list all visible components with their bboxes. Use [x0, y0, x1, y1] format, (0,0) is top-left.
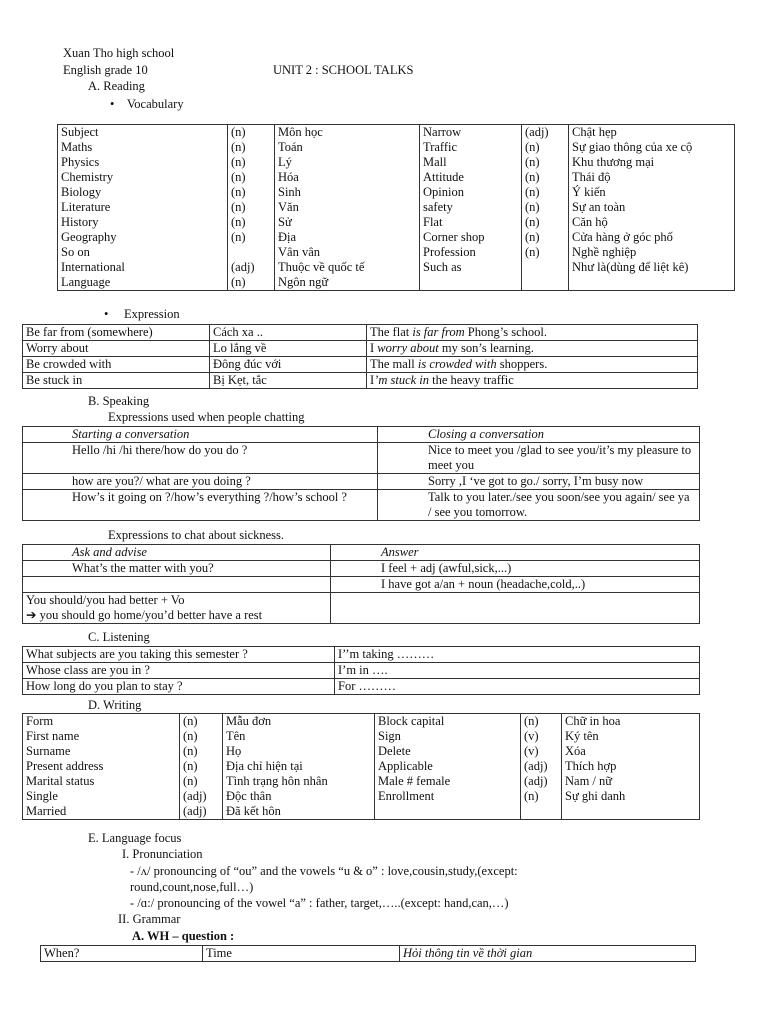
- sickness-intro: Expressions to chat about sickness.: [108, 528, 285, 542]
- writing-cell: Surname: [26, 744, 71, 758]
- vocab-cell: Maths: [61, 140, 93, 154]
- school-name: Xuan Tho high school: [63, 46, 175, 60]
- writing-cell: (adj): [524, 759, 548, 773]
- vocab-cell: History: [61, 215, 99, 229]
- example-post: shoppers.: [496, 357, 548, 371]
- speaking-intro: Expressions used when people chatting: [108, 410, 305, 424]
- conversation-row: [23, 490, 700, 521]
- expression-meaning: Bị Kẹt, tắc: [210, 373, 367, 389]
- writing-col-meaning-2: [562, 714, 700, 820]
- vocab-label: Vocabulary: [126, 97, 184, 111]
- ask-cell: What’s the matter with you?: [23, 561, 331, 577]
- bullet-icon: •: [104, 307, 109, 321]
- expression-phrase: Be far from (somewhere): [23, 325, 210, 341]
- section-reading: A. Reading: [88, 79, 145, 93]
- section-language: E. Language focus: [88, 831, 182, 845]
- vocab-cell: Sử: [278, 215, 292, 229]
- vocab-cell: (n): [525, 170, 540, 184]
- vocab-cell: Địa: [278, 230, 297, 244]
- expression-heading: [104, 307, 180, 322]
- vocab-cell: (n): [231, 170, 246, 184]
- vocab-col-word-2: [420, 125, 522, 291]
- listening-row: [23, 647, 700, 663]
- vocab-cell: (n): [231, 140, 246, 154]
- vocab-cell: Such as: [423, 260, 462, 274]
- writing-col-meaning: [223, 714, 375, 820]
- arrow-icon: ➔: [26, 608, 37, 622]
- listening-row: [23, 679, 700, 695]
- writing-cell: Married: [26, 804, 67, 818]
- bullet-icon: •: [110, 97, 115, 111]
- pronunciation-line-1: - /ʌ/ pronouncing of “ou” and the vowels “u & o” : love,cousin,study,(except:: [130, 864, 518, 878]
- answer-cell-1: I feel + adj (awful,sick,...): [331, 561, 700, 577]
- section-writing: D. Writing: [88, 698, 142, 712]
- vocab-cell: Sự an toàn: [572, 200, 626, 214]
- advise-line-1: You should/you had better + Vo: [26, 593, 185, 607]
- expression-row: [23, 325, 698, 341]
- conversation-row: [23, 443, 700, 474]
- vocab-cell: Thuộc về quốc tế: [278, 260, 365, 274]
- vocab-cell: (n): [525, 245, 540, 259]
- writing-cell: (n): [183, 774, 198, 788]
- expression-example: [367, 357, 698, 373]
- expression-row: [23, 341, 698, 357]
- example-italic: ’m stuck in: [374, 373, 430, 387]
- listening-question: What subjects are you taking this semester ?: [23, 647, 335, 663]
- writing-cell: (adj): [183, 789, 207, 803]
- listening-row: [23, 663, 700, 679]
- pronunciation-heading: I. Pronunciation: [122, 847, 203, 861]
- vocab-cell: Flat: [423, 215, 443, 229]
- writing-cell: (n): [183, 729, 198, 743]
- writing-cell: Tình trạng hôn nhân: [226, 774, 328, 788]
- section-speaking: B. Speaking: [88, 394, 150, 408]
- vocab-cell: (n): [525, 140, 540, 154]
- writing-cell: Nam / nữ: [565, 774, 613, 788]
- vocab-cell: [525, 275, 565, 290]
- vocab-cell: Như là(dùng để liệt kê): [572, 260, 689, 274]
- vocab-cell: Traffic: [423, 140, 458, 154]
- vocab-cell: Language: [61, 275, 111, 289]
- vocab-cell: (n): [525, 185, 540, 199]
- writing-cell: Male # female: [378, 774, 451, 788]
- expression-example: [367, 325, 698, 341]
- wh-meaning-vi: Hỏi thông tin về thời gian: [400, 946, 696, 962]
- grade-label: English grade 10: [63, 63, 148, 77]
- expression-example: [367, 373, 698, 389]
- vocab-cell: Subject: [61, 125, 99, 139]
- writing-cell: [524, 804, 558, 819]
- expression-meaning: Lo lắng về: [210, 341, 367, 357]
- writing-cell: First name: [26, 729, 80, 743]
- header-starting: Starting a conversation: [23, 427, 378, 443]
- expression-row: [23, 357, 698, 373]
- writing-cell: (v): [524, 729, 539, 743]
- vocab-cell: Sự giao thông của xe cộ: [572, 140, 693, 154]
- vocab-col-meaning-2: [569, 125, 735, 291]
- starting-phrase: How’s it going on ?/how’s everything ?/how’s school ?: [23, 490, 378, 521]
- vocab-cell: Văn: [278, 200, 299, 214]
- vocab-cell: Profession: [423, 245, 476, 259]
- writing-cell: Họ: [226, 744, 242, 758]
- vocab-cell: Thái độ: [572, 170, 611, 184]
- vocab-cell: (n): [231, 185, 246, 199]
- wh-table: [40, 945, 696, 962]
- vocab-cell: [423, 275, 518, 290]
- writing-cell: Mẫu đơn: [226, 714, 272, 728]
- vocab-cell: [572, 275, 731, 290]
- expression-meaning: Cách xa ..: [210, 325, 367, 341]
- vocab-cell: (n): [231, 230, 246, 244]
- vocab-cell: Chật hẹp: [572, 125, 617, 139]
- writing-cell: Single: [26, 789, 58, 803]
- listening-question: How long do you plan to stay ?: [23, 679, 335, 695]
- writing-col-word: [23, 714, 180, 820]
- example-pre: I: [370, 373, 375, 387]
- vocab-cell: Khu thương mại: [572, 155, 655, 169]
- writing-cell: Sign: [378, 729, 401, 743]
- vocab-cell: Nghề nghiệp: [572, 245, 637, 259]
- closing-phrase: Nice to meet you /glad to see you/it’s my pleasure to meet you: [378, 443, 700, 474]
- advise-cell: [23, 593, 331, 624]
- header-ask: Ask and advise: [23, 545, 331, 561]
- example-post: Phong’s school.: [464, 325, 547, 339]
- vocab-cell: International: [61, 260, 125, 274]
- writing-cell: (v): [524, 744, 539, 758]
- writing-cell: (n): [524, 789, 539, 803]
- vocab-cell: [525, 260, 565, 275]
- example-pre: The flat: [370, 325, 413, 339]
- empty-cell: [331, 593, 700, 624]
- vocab-heading: [110, 97, 184, 112]
- vocab-cell: Vân vân: [278, 245, 320, 259]
- vocab-cell: Toán: [278, 140, 303, 154]
- listening-question: Whose class are you in ?: [23, 663, 335, 679]
- example-post: the heavy traffic: [429, 373, 514, 387]
- example-pre: I: [370, 341, 378, 355]
- vocab-cell: (n): [525, 155, 540, 169]
- unit-title: UNIT 2 : SCHOOL TALKS: [273, 63, 414, 77]
- vocab-cell: Lý: [278, 155, 292, 169]
- conversation-row: [23, 474, 700, 490]
- vocab-col-meaning: [275, 125, 420, 291]
- vocab-cell: Corner shop: [423, 230, 485, 244]
- vocab-col-type: [228, 125, 275, 291]
- vocab-cell: Biology: [61, 185, 102, 199]
- vocab-cell: Ý kiến: [572, 185, 606, 199]
- vocab-cell: (n): [231, 125, 246, 139]
- expression-label: Expression: [124, 307, 180, 321]
- vocab-cell: Geography: [61, 230, 117, 244]
- wh-word: When?: [41, 946, 203, 962]
- writing-cell: Thích hợp: [565, 759, 617, 773]
- header-closing: Closing a conversation: [378, 427, 700, 443]
- section-listening: C. Listening: [88, 630, 150, 644]
- listening-answer: I’m in ….: [335, 663, 700, 679]
- pronunciation-line-2: round,count,nose,full…): [130, 880, 254, 894]
- wh-question-heading: A. WH – question :: [132, 929, 235, 943]
- expression-example: [367, 341, 698, 357]
- vocab-cell: Căn hộ: [572, 215, 608, 229]
- vocab-cell: Chemistry: [61, 170, 114, 184]
- writing-cell: (adj): [524, 774, 548, 788]
- writing-cell: Xóa: [565, 744, 586, 758]
- writing-cell: Block capital: [378, 714, 445, 728]
- example-post: my son’s learning.: [438, 341, 534, 355]
- writing-cell: Form: [26, 714, 54, 728]
- expression-meaning: Đông đúc với: [210, 357, 367, 373]
- writing-cell: Sự ghi danh: [565, 789, 626, 803]
- writing-col-type: [180, 714, 223, 820]
- writing-col-word-2: [375, 714, 521, 820]
- vocab-col-type-2: [522, 125, 569, 291]
- writing-cell: (n): [524, 714, 539, 728]
- writing-cell: Chữ in hoa: [565, 714, 621, 728]
- vocab-cell: [231, 245, 271, 260]
- writing-cell: Enrollment: [378, 789, 435, 803]
- vocab-cell: Opinion: [423, 185, 464, 199]
- writing-cell: [565, 804, 696, 819]
- listening-answer: For ………: [335, 679, 700, 695]
- example-italic: is crowded with: [417, 357, 497, 371]
- writing-cell: (n): [183, 759, 198, 773]
- writing-cell: [378, 804, 517, 819]
- example-italic: worry about: [377, 341, 439, 355]
- vocab-cell: (n): [231, 215, 246, 229]
- vocab-cell: (adj): [231, 260, 255, 274]
- pronunciation-line-3: - /ɑ:/ pronouncing of the vowel “a” : father, target,…..(except: hand,can,…): [130, 896, 509, 910]
- vocab-cell: (n): [525, 215, 540, 229]
- writing-cell: (n): [183, 714, 198, 728]
- advise-line-2: [26, 608, 327, 623]
- vocab-cell: (adj): [525, 125, 549, 139]
- closing-phrase: Sorry ,I ‘ve got to go./ sorry, I’m busy now: [378, 474, 700, 490]
- vocab-cell: Môn học: [278, 125, 323, 139]
- vocab-cell: (n): [525, 200, 540, 214]
- writing-table: [22, 713, 700, 820]
- grammar-heading: II. Grammar: [118, 912, 181, 926]
- writing-cell: Đã kết hôn: [226, 804, 281, 818]
- writing-cell: Marital status: [26, 774, 95, 788]
- vocab-cell: Physics: [61, 155, 100, 169]
- vocab-cell: (n): [231, 200, 246, 214]
- expression-row: [23, 373, 698, 389]
- listening-answer: I’’m taking ………: [335, 647, 700, 663]
- listening-table: [22, 646, 700, 695]
- writing-cell: Ký tên: [565, 729, 599, 743]
- expression-table: [22, 324, 698, 389]
- writing-cell: Tên: [226, 729, 246, 743]
- wh-meaning-en: Time: [203, 946, 400, 962]
- expression-phrase: Be stuck in: [23, 373, 210, 389]
- starting-phrase: Hello /hi /hi there/how do you do ?: [23, 443, 378, 474]
- writing-cell: Delete: [378, 744, 411, 758]
- vocab-col-word: [58, 125, 228, 291]
- example-pre: The mall: [370, 357, 418, 371]
- writing-cell: Present address: [26, 759, 104, 773]
- sickness-table: [22, 544, 700, 624]
- vocab-cell: Attitude: [423, 170, 464, 184]
- vocab-cell: Ngôn ngữ: [278, 275, 329, 289]
- vocab-cell: (n): [231, 155, 246, 169]
- answer-cell-2: I have got a/an + noun (headache,cold,..): [331, 577, 700, 593]
- starting-phrase: how are you?/ what are you doing ?: [23, 474, 378, 490]
- example-italic: is far from: [412, 325, 465, 339]
- empty-cell: [23, 577, 331, 593]
- advise-text: you should go home/you’d better have a rest: [39, 608, 263, 622]
- vocab-cell: So on: [61, 245, 90, 259]
- vocab-table: [57, 124, 735, 291]
- writing-cell: Địa chỉ hiện tại: [226, 759, 303, 773]
- conversation-table: [22, 426, 700, 521]
- header-answer: Answer: [331, 545, 700, 561]
- expression-phrase: Worry about: [23, 341, 210, 357]
- vocab-cell: Literature: [61, 200, 111, 214]
- vocab-cell: Mall: [423, 155, 447, 169]
- closing-phrase: Talk to you later./see you soon/see you again/ see ya / see you tomorrow.: [378, 490, 700, 521]
- vocab-cell: (n): [231, 275, 246, 289]
- writing-col-type-2: [521, 714, 562, 820]
- vocab-cell: (n): [525, 230, 540, 244]
- vocab-cell: Hóa: [278, 170, 299, 184]
- expression-phrase: Be crowded with: [23, 357, 210, 373]
- writing-cell: (n): [183, 744, 198, 758]
- vocab-cell: safety: [423, 200, 453, 214]
- writing-cell: Độc thân: [226, 789, 272, 803]
- vocab-cell: Sinh: [278, 185, 301, 199]
- writing-cell: (adj): [183, 804, 207, 818]
- vocab-cell: Cửa hàng ở góc phố: [572, 230, 673, 244]
- writing-cell: Applicable: [378, 759, 433, 773]
- vocab-cell: Narrow: [423, 125, 462, 139]
